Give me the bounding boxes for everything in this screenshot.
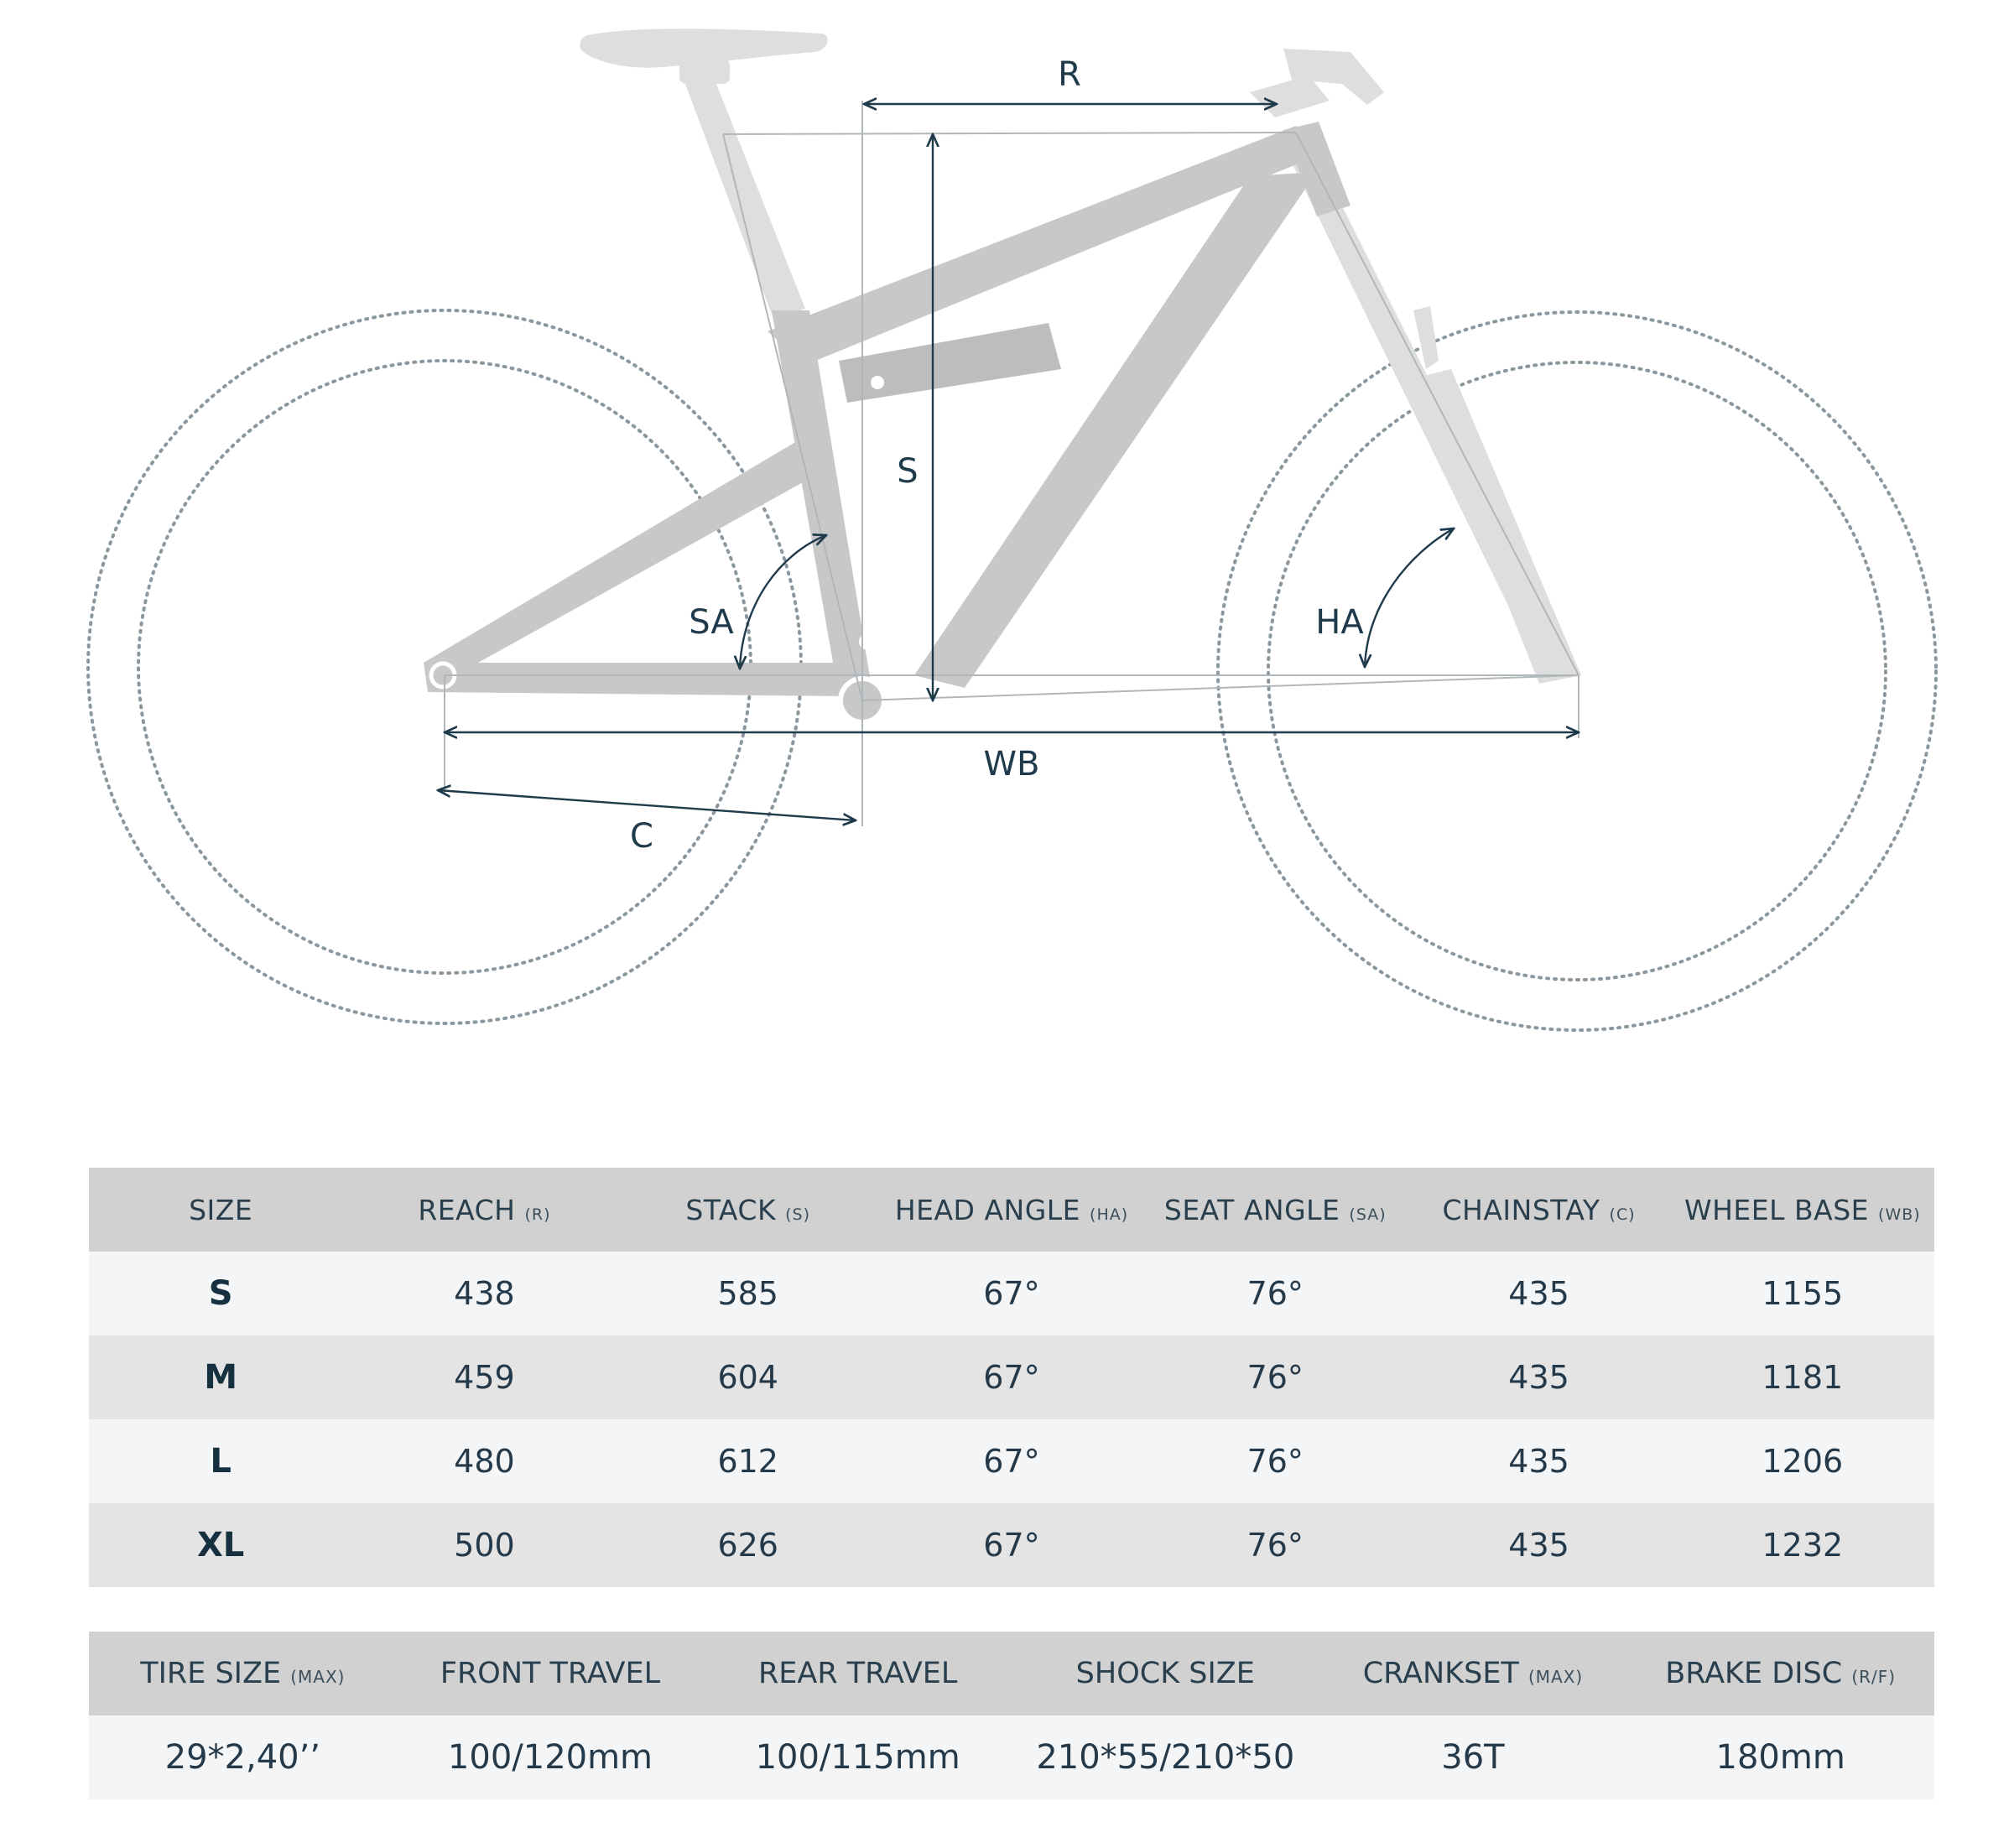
bike-components (580, 29, 1581, 684)
reach-cell: 480 (352, 1419, 616, 1503)
size-cell: XL (89, 1503, 352, 1587)
bike-frame (424, 122, 1350, 722)
header-size: SIZE (89, 1168, 352, 1252)
head-angle-arrow (1365, 528, 1454, 667)
header-chainstay: CHAINSTAY (C) (1407, 1168, 1670, 1252)
shock-size-cell: 210*55/210*50 (1012, 1715, 1319, 1799)
header-crankset: CRANKSET (MAX) (1319, 1632, 1627, 1715)
size-cell: S (89, 1252, 352, 1335)
size-cell: M (89, 1335, 352, 1419)
head-angle-cell: 67° (880, 1252, 1143, 1335)
table-row (89, 1419, 1934, 1503)
reach-cell: 459 (352, 1335, 616, 1419)
head-angle-cell: 67° (880, 1335, 1143, 1419)
header-reach: REACH (R) (352, 1168, 616, 1252)
spec-header-row (89, 1632, 1934, 1715)
front-travel-cell: 100/120mm (397, 1715, 705, 1799)
pivot-upper (871, 376, 884, 389)
seat-angle-cell: 76° (1143, 1503, 1407, 1587)
header-brake-disc: BRAKE DISC (R/F) (1626, 1632, 1934, 1715)
header-front-travel: FRONT TRAVEL (397, 1632, 705, 1715)
crankset-cell: 36T (1319, 1715, 1627, 1799)
chain-stay (424, 663, 847, 696)
geometry-table (89, 1168, 1934, 1587)
header-rear-travel: REAR TRAVEL (704, 1632, 1012, 1715)
label-reach: R (1058, 55, 1081, 94)
seat-stay (424, 436, 818, 684)
reference-lines (445, 101, 1579, 826)
label-chainstay: C (630, 817, 653, 856)
header-seat-angle: SEAT ANGLE (SA) (1143, 1168, 1407, 1252)
tire-size-cell: 29*2,40’’ (89, 1715, 397, 1799)
reach-cell: 500 (352, 1503, 616, 1587)
dimension-arrows (438, 104, 1579, 820)
reach-cell: 438 (352, 1252, 616, 1335)
label-wheel-base: WB (983, 745, 1040, 783)
header-head-angle: HEAD ANGLE (HA) (880, 1168, 1143, 1252)
wheel-base-cell: 1206 (1671, 1419, 1934, 1503)
seat-angle-cell: 76° (1143, 1335, 1407, 1419)
header-stack: STACK (S) (617, 1168, 880, 1252)
label-head-angle: HA (1315, 603, 1364, 642)
chainstay-cell: 435 (1407, 1419, 1670, 1503)
header-wheel-base: WHEEL BASE (WB) (1671, 1168, 1934, 1252)
stack-cell: 626 (617, 1503, 880, 1587)
wheel-base-cell: 1155 (1671, 1252, 1934, 1335)
wheel-base-cell: 1181 (1671, 1335, 1934, 1419)
table-row (89, 1335, 1934, 1419)
seat-angle-cell: 76° (1143, 1419, 1407, 1503)
pivot (859, 634, 874, 649)
fork-lower (1418, 369, 1581, 684)
rear-travel-cell: 100/115mm (704, 1715, 1012, 1799)
spec-row (89, 1715, 1934, 1799)
brake-disc-cell: 180mm (1626, 1715, 1934, 1799)
head-angle-cell: 67° (880, 1419, 1143, 1503)
geometry-header-row (89, 1168, 1934, 1252)
spec-table (89, 1632, 1934, 1799)
size-cell: L (89, 1419, 352, 1503)
label-seat-angle: SA (689, 603, 734, 642)
header-shock-size: SHOCK SIZE (1012, 1632, 1319, 1715)
stack-cell: 585 (617, 1252, 880, 1335)
chainstay-cell: 435 (1407, 1503, 1670, 1587)
chainstay-cell: 435 (1407, 1252, 1670, 1335)
chainstay-arrow (438, 790, 856, 820)
table-row (89, 1252, 1934, 1335)
down-tube (914, 172, 1317, 688)
table-row (89, 1503, 1934, 1587)
label-stack: S (897, 452, 919, 491)
chainstay-cell: 435 (1407, 1335, 1670, 1419)
stack-cell: 612 (617, 1419, 880, 1503)
head-angle-cell: 67° (880, 1503, 1143, 1587)
seat-angle-cell: 76° (1143, 1252, 1407, 1335)
wheel-base-cell: 1232 (1671, 1503, 1934, 1587)
header-tire-size: TIRE SIZE (MAX) (89, 1632, 397, 1715)
stack-cell: 604 (617, 1335, 880, 1419)
seat-angle-arrow (740, 535, 826, 669)
seatpost (684, 80, 805, 319)
